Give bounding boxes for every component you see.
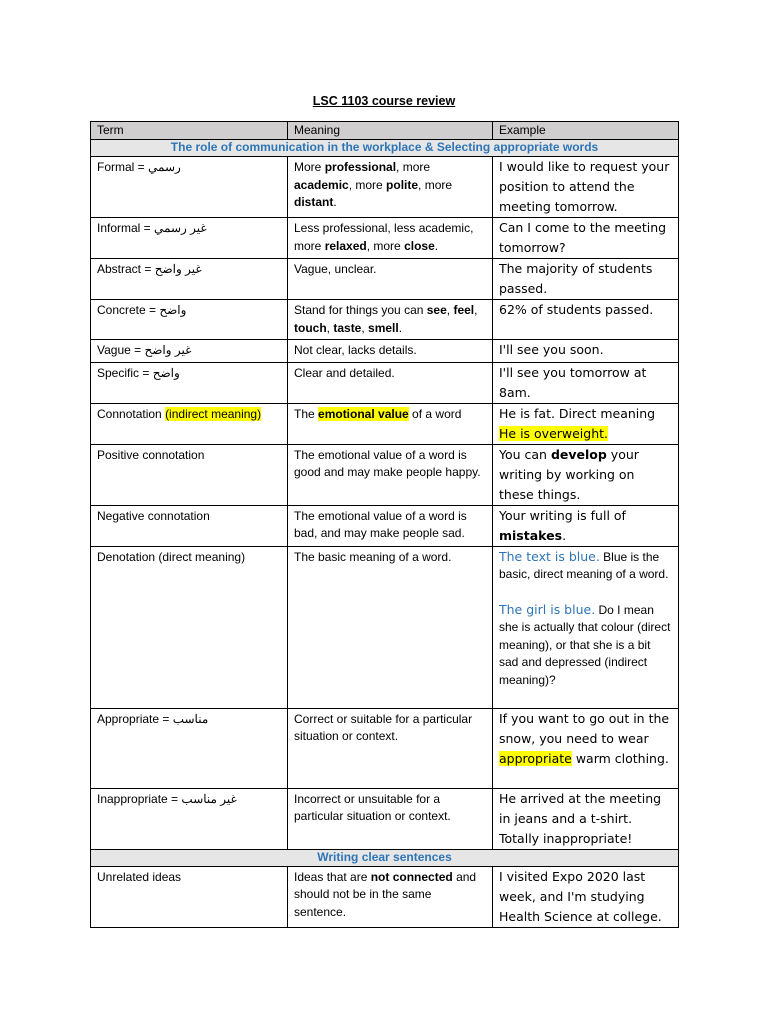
document-title: LSC 1103 course review	[312, 94, 456, 108]
table-header-row	[91, 122, 679, 140]
term-cell: Denotation (direct meaning)	[91, 546, 288, 708]
section-row	[91, 849, 679, 866]
example-cell: 62% of students passed.	[493, 300, 679, 340]
section-title: Writing clear sentences	[91, 849, 679, 866]
term-cell: Positive connotation	[91, 444, 288, 505]
example-cell: He arrived at the meeting in jeans and a t-shirt. Totally inappropriate!	[493, 788, 679, 849]
example-cell: You can develop your writing by working on these things.	[493, 444, 679, 505]
meaning-cell: Correct or suitable for a particular situation or context.	[288, 708, 493, 788]
meaning-cell: The emotional value of a word	[288, 403, 493, 444]
term-cell: Specific = واضح	[91, 362, 288, 403]
meaning-cell: Not clear, lacks details.	[288, 340, 493, 363]
review-table	[90, 121, 679, 928]
header-meaning: Meaning	[288, 122, 493, 140]
table-row	[91, 505, 679, 546]
example-cell: I'll see you soon.	[493, 340, 679, 363]
term-cell: Inappropriate = غير مناسب	[91, 788, 288, 849]
table-row	[91, 546, 679, 708]
term-cell: Unrelated ideas	[91, 866, 288, 927]
example-cell: I would like to request your position to attend the meeting tomorrow.	[493, 157, 679, 218]
meaning-cell: Vague, unclear.	[288, 259, 493, 300]
table-row	[91, 218, 679, 259]
meaning-cell: Ideas that are not connected and should not be in the same sentence.	[288, 866, 493, 927]
term-cell: Formal = رسمي	[91, 157, 288, 218]
example-cell: I visited Expo 2020 last week, and I'm studying Health Science at college.	[493, 866, 679, 927]
table-row	[91, 300, 679, 340]
example-cell: The text is blue. Blue is the basic, direct meaning of a word. The girl is blue. Do I mean she is actually that colour (direct meaning), or that she is a bit sad and depressed (indirect meaning)?	[493, 546, 679, 708]
highlight-mark: (indirect meaning)	[165, 406, 262, 421]
meaning-cell: The basic meaning of a word.	[288, 546, 493, 708]
term-cell: Connotation (indirect meaning)	[91, 403, 288, 444]
table-row	[91, 157, 679, 218]
example-cell: I'll see you tomorrow at 8am.	[493, 362, 679, 403]
term-cell: Informal = غير رسمي	[91, 218, 288, 259]
table-row	[91, 259, 679, 300]
table-row	[91, 866, 679, 927]
meaning-cell: Clear and detailed.	[288, 362, 493, 403]
example-cell: If you want to go out in the snow, you need to wear appropriate warm clothing.	[493, 708, 679, 788]
example-cell: Can I come to the meeting tomorrow?	[493, 218, 679, 259]
table-row	[91, 340, 679, 363]
table-row	[91, 444, 679, 505]
example-cell: The majority of students passed.	[493, 259, 679, 300]
example-cell: He is fat. Direct meaning He is overweight.	[493, 403, 679, 444]
meaning-cell: Stand for things you can see, feel, touch, taste, smell.	[288, 300, 493, 340]
header-term: Term	[91, 122, 288, 140]
meaning-cell: Less professional, less academic, more relaxed, more close.	[288, 218, 493, 259]
table-row	[91, 403, 679, 444]
meaning-cell: The emotional value of a word is bad, and may make people sad.	[288, 505, 493, 546]
term-cell: Abstract = غير واضح	[91, 259, 288, 300]
section-title: The role of communication in the workplace & Selecting appropriate words	[91, 140, 679, 157]
table-row	[91, 788, 679, 849]
table-row	[91, 362, 679, 403]
term-cell: Negative connotation	[91, 505, 288, 546]
example-cell: Your writing is full of mistakes.	[493, 505, 679, 546]
section-row	[91, 140, 679, 157]
meaning-cell: The emotional value of a word is good and may make people happy.	[288, 444, 493, 505]
term-cell: Vague = غير واضح	[91, 340, 288, 363]
header-example: Example	[493, 122, 679, 140]
meaning-cell: More professional, more academic, more polite, more distant.	[288, 157, 493, 218]
term-cell: Appropriate = مناسب	[91, 708, 288, 788]
table-row	[91, 708, 679, 788]
term-cell: Concrete = واضح	[91, 300, 288, 340]
meaning-cell: Incorrect or unsuitable for a particular situation or context.	[288, 788, 493, 849]
